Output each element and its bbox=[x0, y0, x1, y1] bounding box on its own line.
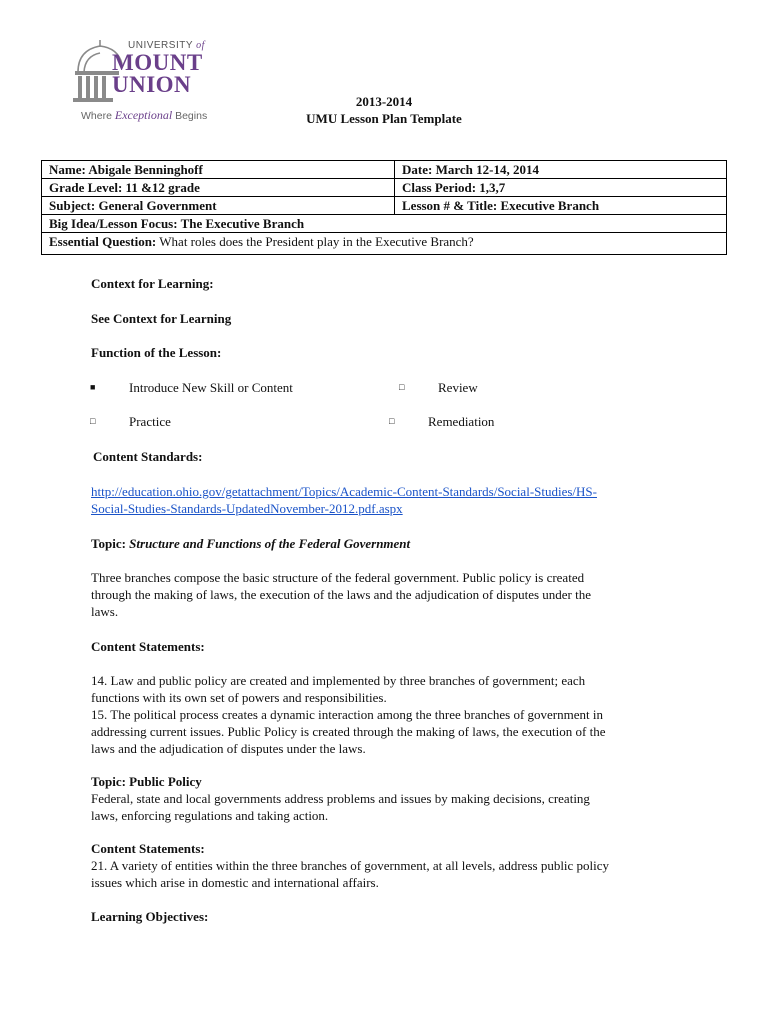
essential-question: Essential Question: What roles does the President play in the Executive Branch? bbox=[42, 233, 727, 255]
content-statements-heading-1: Content Statements: bbox=[91, 639, 205, 654]
school-year: 2013-2014 bbox=[355, 94, 413, 109]
content-statements-2: 21. A variety of entities within the three branches of government, at all levels, address public policy issues which arise in domestic and international affairs. bbox=[91, 858, 610, 890]
checkbox-introduce[interactable] bbox=[90, 381, 95, 393]
content-statements-1: 14. Law and public policy are created and implemented by three branches of government; each functions with its own set of powers and responsibilities. 15. The political process creates a dynamic interaction among the three branches of government in addressing current issues. Public Policy is created through the making of laws, the execution of the laws and the adjudication of disputes under the laws. bbox=[91, 673, 606, 756]
teacher-name: Name: Abigale Benninghoff bbox=[42, 161, 395, 179]
checkbox-review[interactable] bbox=[399, 381, 404, 393]
function-heading: Function of the Lesson: bbox=[91, 345, 222, 360]
checkbox-remediation[interactable] bbox=[389, 415, 394, 427]
function-review-label: Review bbox=[438, 380, 478, 395]
standards-heading: Content Standards: bbox=[93, 449, 203, 464]
big-idea: Big Idea/Lesson Focus: The Executive Branch bbox=[42, 215, 727, 233]
function-practice-label: Practice bbox=[129, 414, 171, 429]
class-period: Class Period: 1,3,7 bbox=[395, 179, 727, 197]
learning-objectives-heading: Learning Objectives: bbox=[91, 909, 209, 924]
topic-1-heading: Topic: Structure and Functions of the Federal Government bbox=[91, 536, 411, 551]
checkbox-practice[interactable] bbox=[90, 415, 95, 427]
standards-link[interactable] bbox=[91, 483, 711, 517]
subject: Subject: General Government bbox=[42, 197, 395, 215]
lesson-title: Lesson # & Title: Executive Branch bbox=[395, 197, 727, 215]
topic-2-heading: Topic: Public Policy bbox=[91, 774, 202, 789]
logo-tagline: Where Exceptional Begins bbox=[81, 108, 208, 122]
topic-1-text: Three branches compose the basic structure of the federal government. Public policy is created through the making of laws, the execution of the laws and the adjudication of disputes under the laws. bbox=[91, 570, 592, 619]
standards-link-line-2[interactable]: Social-Studies-Standards-UpdatedNovember-2012.pdf.aspx bbox=[91, 501, 403, 516]
content-statements-heading-2: Content Statements: bbox=[91, 841, 205, 856]
logo-union-text: UNION bbox=[112, 72, 192, 97]
lesson-info-table bbox=[41, 160, 727, 255]
context-heading: Context for Learning: bbox=[91, 276, 214, 291]
document-title: UMU Lesson Plan Template bbox=[306, 111, 462, 126]
lesson-date: Date: March 12-14, 2014 bbox=[395, 161, 727, 179]
logo-university-text: UNIVERSITY of bbox=[128, 40, 205, 51]
context-text: See Context for Learning bbox=[91, 311, 232, 326]
topic-2-text: Federal, state and local governments address problems and issues by making decisions, creating laws, enforcing regulations and taking action. bbox=[91, 791, 590, 823]
function-remediation-label: Remediation bbox=[428, 414, 495, 429]
logo-mount-text: MOUNT bbox=[112, 50, 203, 75]
function-introduce-label: Introduce New Skill or Content bbox=[129, 380, 293, 395]
standards-link-line-1[interactable]: http://education.ohio.gov/getattachment/Topics/Academic-Content-Standards/Social-Studies/HS- bbox=[91, 484, 597, 499]
grade-level: Grade Level: 11 &12 grade bbox=[42, 179, 395, 197]
